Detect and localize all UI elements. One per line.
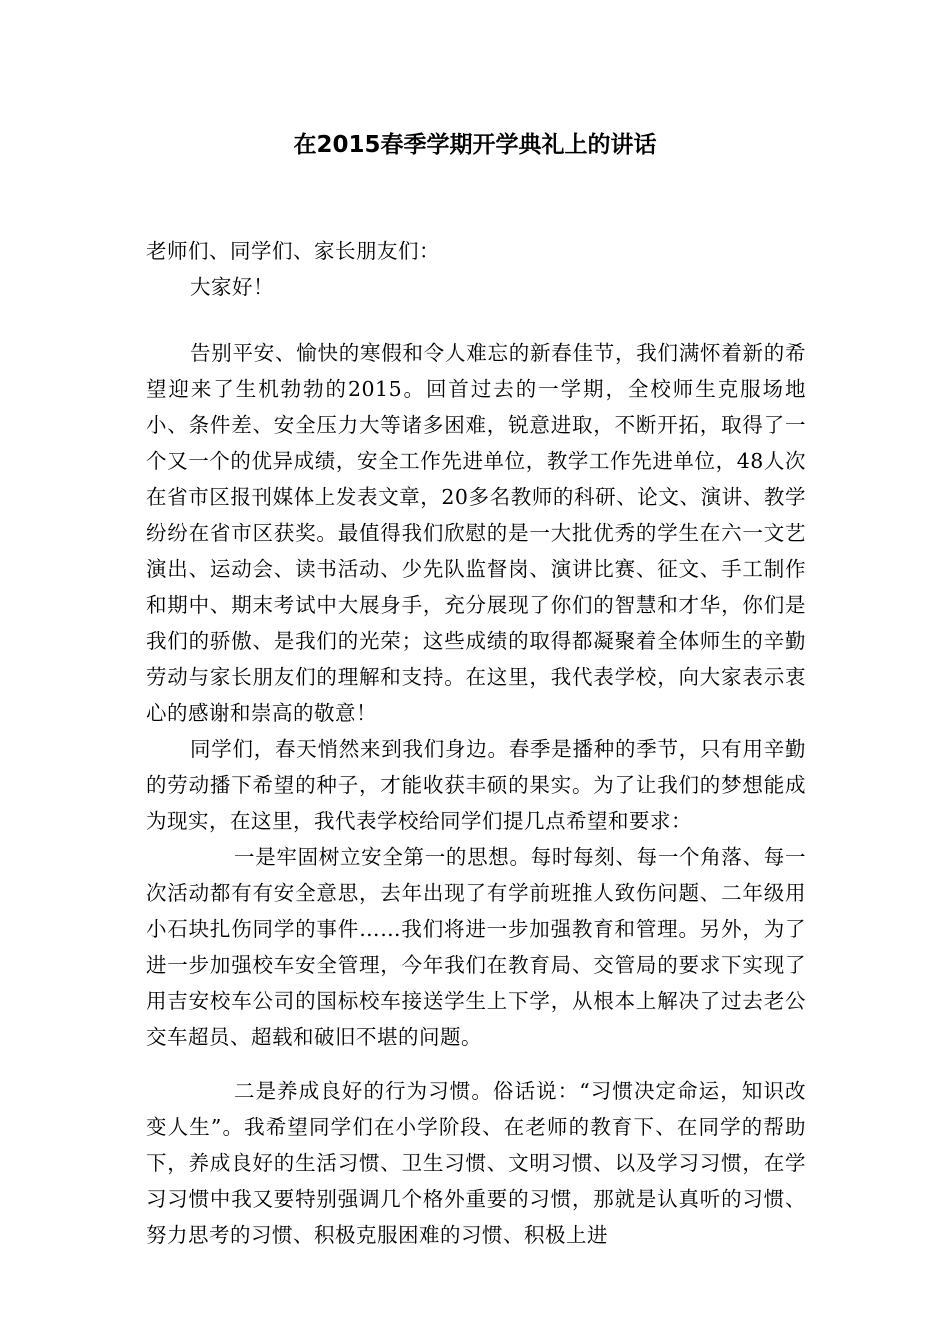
salutation: 老师们、同学们、家长朋友们：	[146, 239, 440, 263]
document-body	[146, 233, 806, 1253]
paragraph-spring: 同学们，春天悄然来到我们身边。春季是播种的季节，只有用辛勤的劳动播下希望的种子，才能收获丰硕的果实。为了让我们的梦想能成为现实，在这里，我代表学校给同学们提几点希望和要求：	[146, 737, 806, 833]
paragraph-habits: 二是养成良好的行为习惯。俗话说：“习惯决定命运，知识改变人生”。我希望同学们在小学阶段、在老师的教育下、在同学的帮助下，养成良好的生活习惯、卫生习惯、文明习惯、以及学习习惯，在学习习惯中我又要特别强调几个格外重要的习惯，那就是认真听的习惯、努力思考的习惯、积极克服困难的习惯、积极上进	[146, 1079, 806, 1247]
paragraph-safety: 一是牢固树立安全第一的思想。每时每刻、每一个角落、每一次活动都有有安全意思，去年出现了有学前班推人致伤问题、二年级用小石块扎伤同学的事件……我们将进一步加强教育和管理。另外，为了进一步加强校车安全管理，今年我们在教育局、交管局的要求下实现了用吉安校车公司的国标校车接送学生上下学，从根本上解决了过去老公交车超员、超载和破旧不堪的问题。	[146, 845, 806, 1049]
paragraph-review: 告别平安、愉快的寒假和令人难忘的新春佳节，我们满怀着新的希望迎来了生机勃勃的2015。回首过去的一学期，全校师生克服场地小、条件差、安全压力大等诸多困难，锐意进取，不断开拓，取得了一个又一个的优异成绩，安全工作先进单位，教学工作先进单位，48人次在省市区报刊媒体上发表文章，20多名教师的科研、论文、演讲、教学纷纷在省市区获奖。最值得我们欣慰的是一大批优秀的学生在六一文艺演出、运动会、读书活动、少先队监督岗、演讲比赛、征文、手工制作和期中、期末考试中大展身手，充分展现了你们的智慧和才华，你们是我们的骄傲、是我们的光荣；这些成绩的取得都凝聚着全体师生的辛勤劳动与家长朋友们的理解和支持。在这里，我代表学校，向大家表示衷心的感谢和崇高的敬意！	[146, 341, 806, 725]
greeting: 大家好！	[190, 275, 274, 299]
document-title: 在2015春季学期开学典礼上的讲话	[293, 132, 657, 158]
